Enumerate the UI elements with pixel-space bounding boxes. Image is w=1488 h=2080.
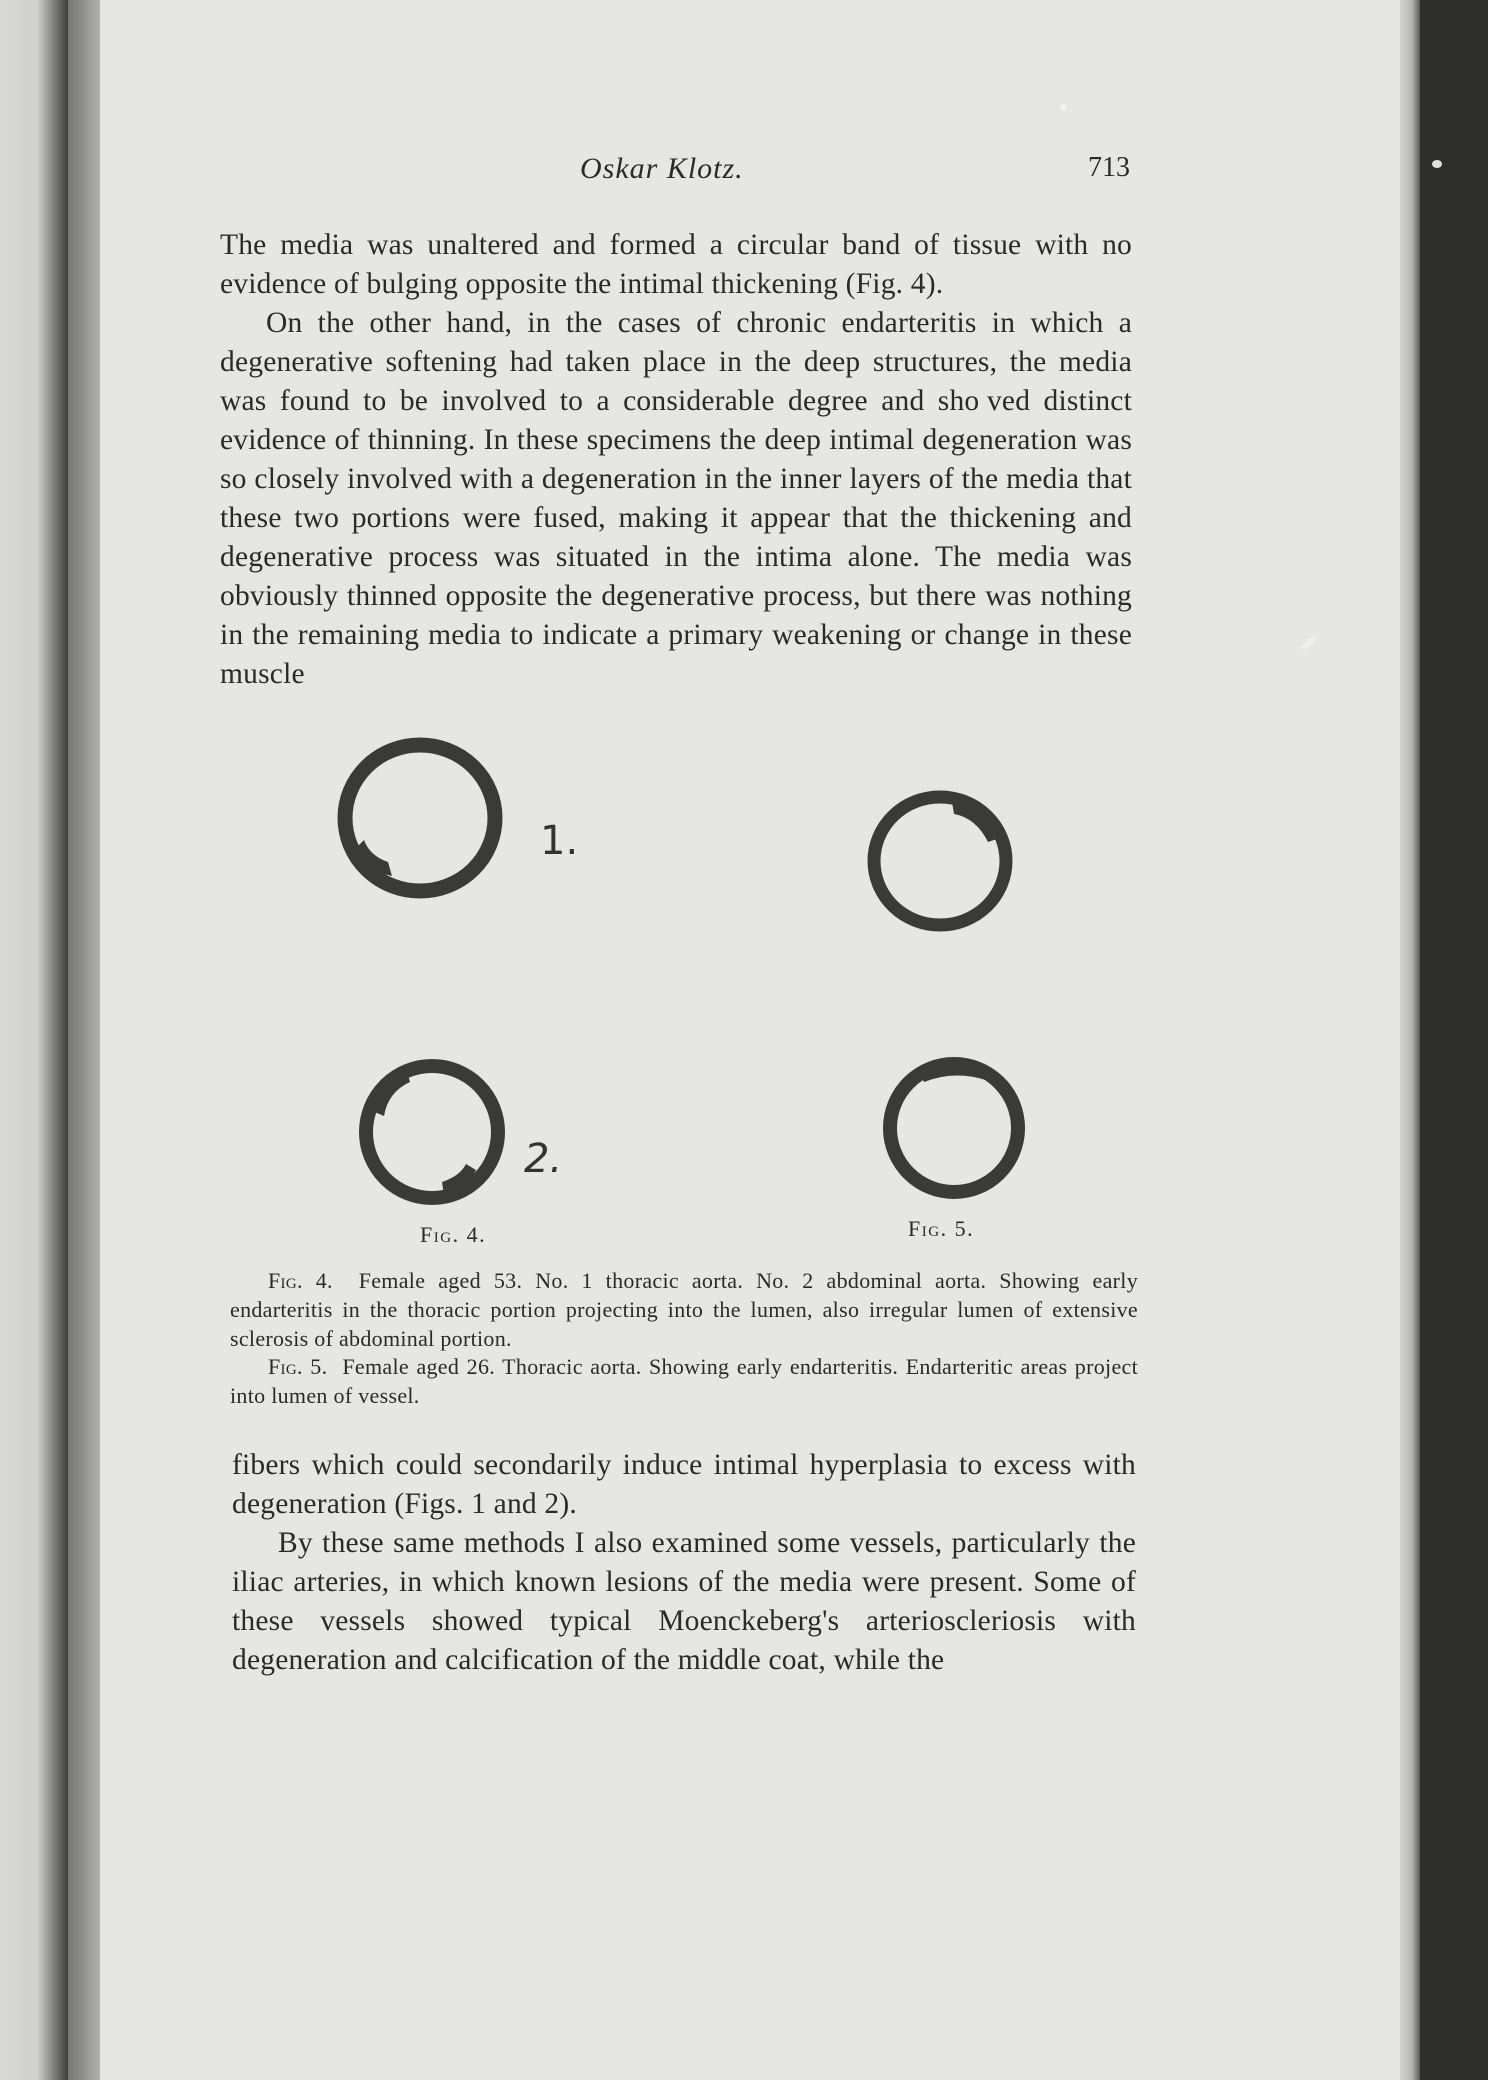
fig4-vessel-1 bbox=[326, 730, 514, 910]
fig4-label: Fig. 4. bbox=[420, 1222, 487, 1247]
caption-fig5-text: Female aged 26. Thoracic aorta. Showing early endarteritis. Endarteritic areas project into lumen of vessel. bbox=[230, 1354, 1138, 1408]
fig4-number-2: 2. bbox=[524, 1136, 563, 1182]
running-head: Oskar Klotz. bbox=[580, 152, 744, 185]
fig5-vessel-1 bbox=[860, 782, 1020, 938]
caption-fig4 bbox=[230, 1266, 1138, 1353]
caption-fig5-prefix: Fig. 5. bbox=[268, 1354, 328, 1379]
caption-fig5 bbox=[230, 1352, 1138, 1410]
scan-speck bbox=[1060, 104, 1066, 110]
fig4-number-1: 1. bbox=[540, 818, 579, 864]
facing-page-edge bbox=[0, 0, 68, 2080]
caption-fig4-prefix: Fig. 4. bbox=[268, 1268, 333, 1293]
fig5-vessel-2 bbox=[874, 1048, 1034, 1204]
page-number: 713 bbox=[1088, 152, 1130, 183]
paragraph-iliac-arteries: By these same methods I also examined some vessels, particularly the iliac arteries, in which known lesions of the media were present. Some of these vessels showed typical Moenckeberg's arterioscleriosis with degeneration and calcification of the middle coat, while the bbox=[232, 1527, 1136, 1676]
book-gutter bbox=[68, 0, 104, 2080]
page-edge-shadow bbox=[1400, 0, 1420, 2080]
paragraph-chronic-endarteritis: On the other hand, in the cases of chronic endarteritis in which a degenerative softening had taken place in the deep structures, the media was found to be involved to a considerable degree and sho ved distinct evidence of thinning. In these specimens the deep intimal degeneration was so closely involved with a degeneration in the inner layers of the media that these two portions were fused, making it appear that the thickening and degenerative process was situated in the intima alone. The media was obviously thinned opposite the degenerative process, but there was nothing in the remaining media to indicate a primary weakening or change in these muscle bbox=[220, 307, 1132, 690]
paragraph-fibers: fibers which could secondarily induce intimal hyperplasia to excess with degeneration (Figs. 1 and 2). bbox=[232, 1449, 1136, 1520]
fig5-label: Fig. 5. bbox=[908, 1216, 975, 1241]
fig4-vessel-2 bbox=[348, 1052, 516, 1212]
paragraph-media-unaltered: The media was unaltered and formed a circular band of tissue with no evidence of bulging opposite the intimal thickening (Fig. 4). bbox=[220, 229, 1132, 300]
caption-fig4-text: Female aged 53. No. 1 thoracic aorta. No. 2 abdominal aorta. Showing early endarteritis in the thoracic portion projecting into the lumen, also irregular lumen of extensive sclerosis of abdominal portion. bbox=[230, 1268, 1138, 1351]
scan-speck bbox=[1432, 160, 1442, 168]
page-header bbox=[220, 152, 1130, 192]
